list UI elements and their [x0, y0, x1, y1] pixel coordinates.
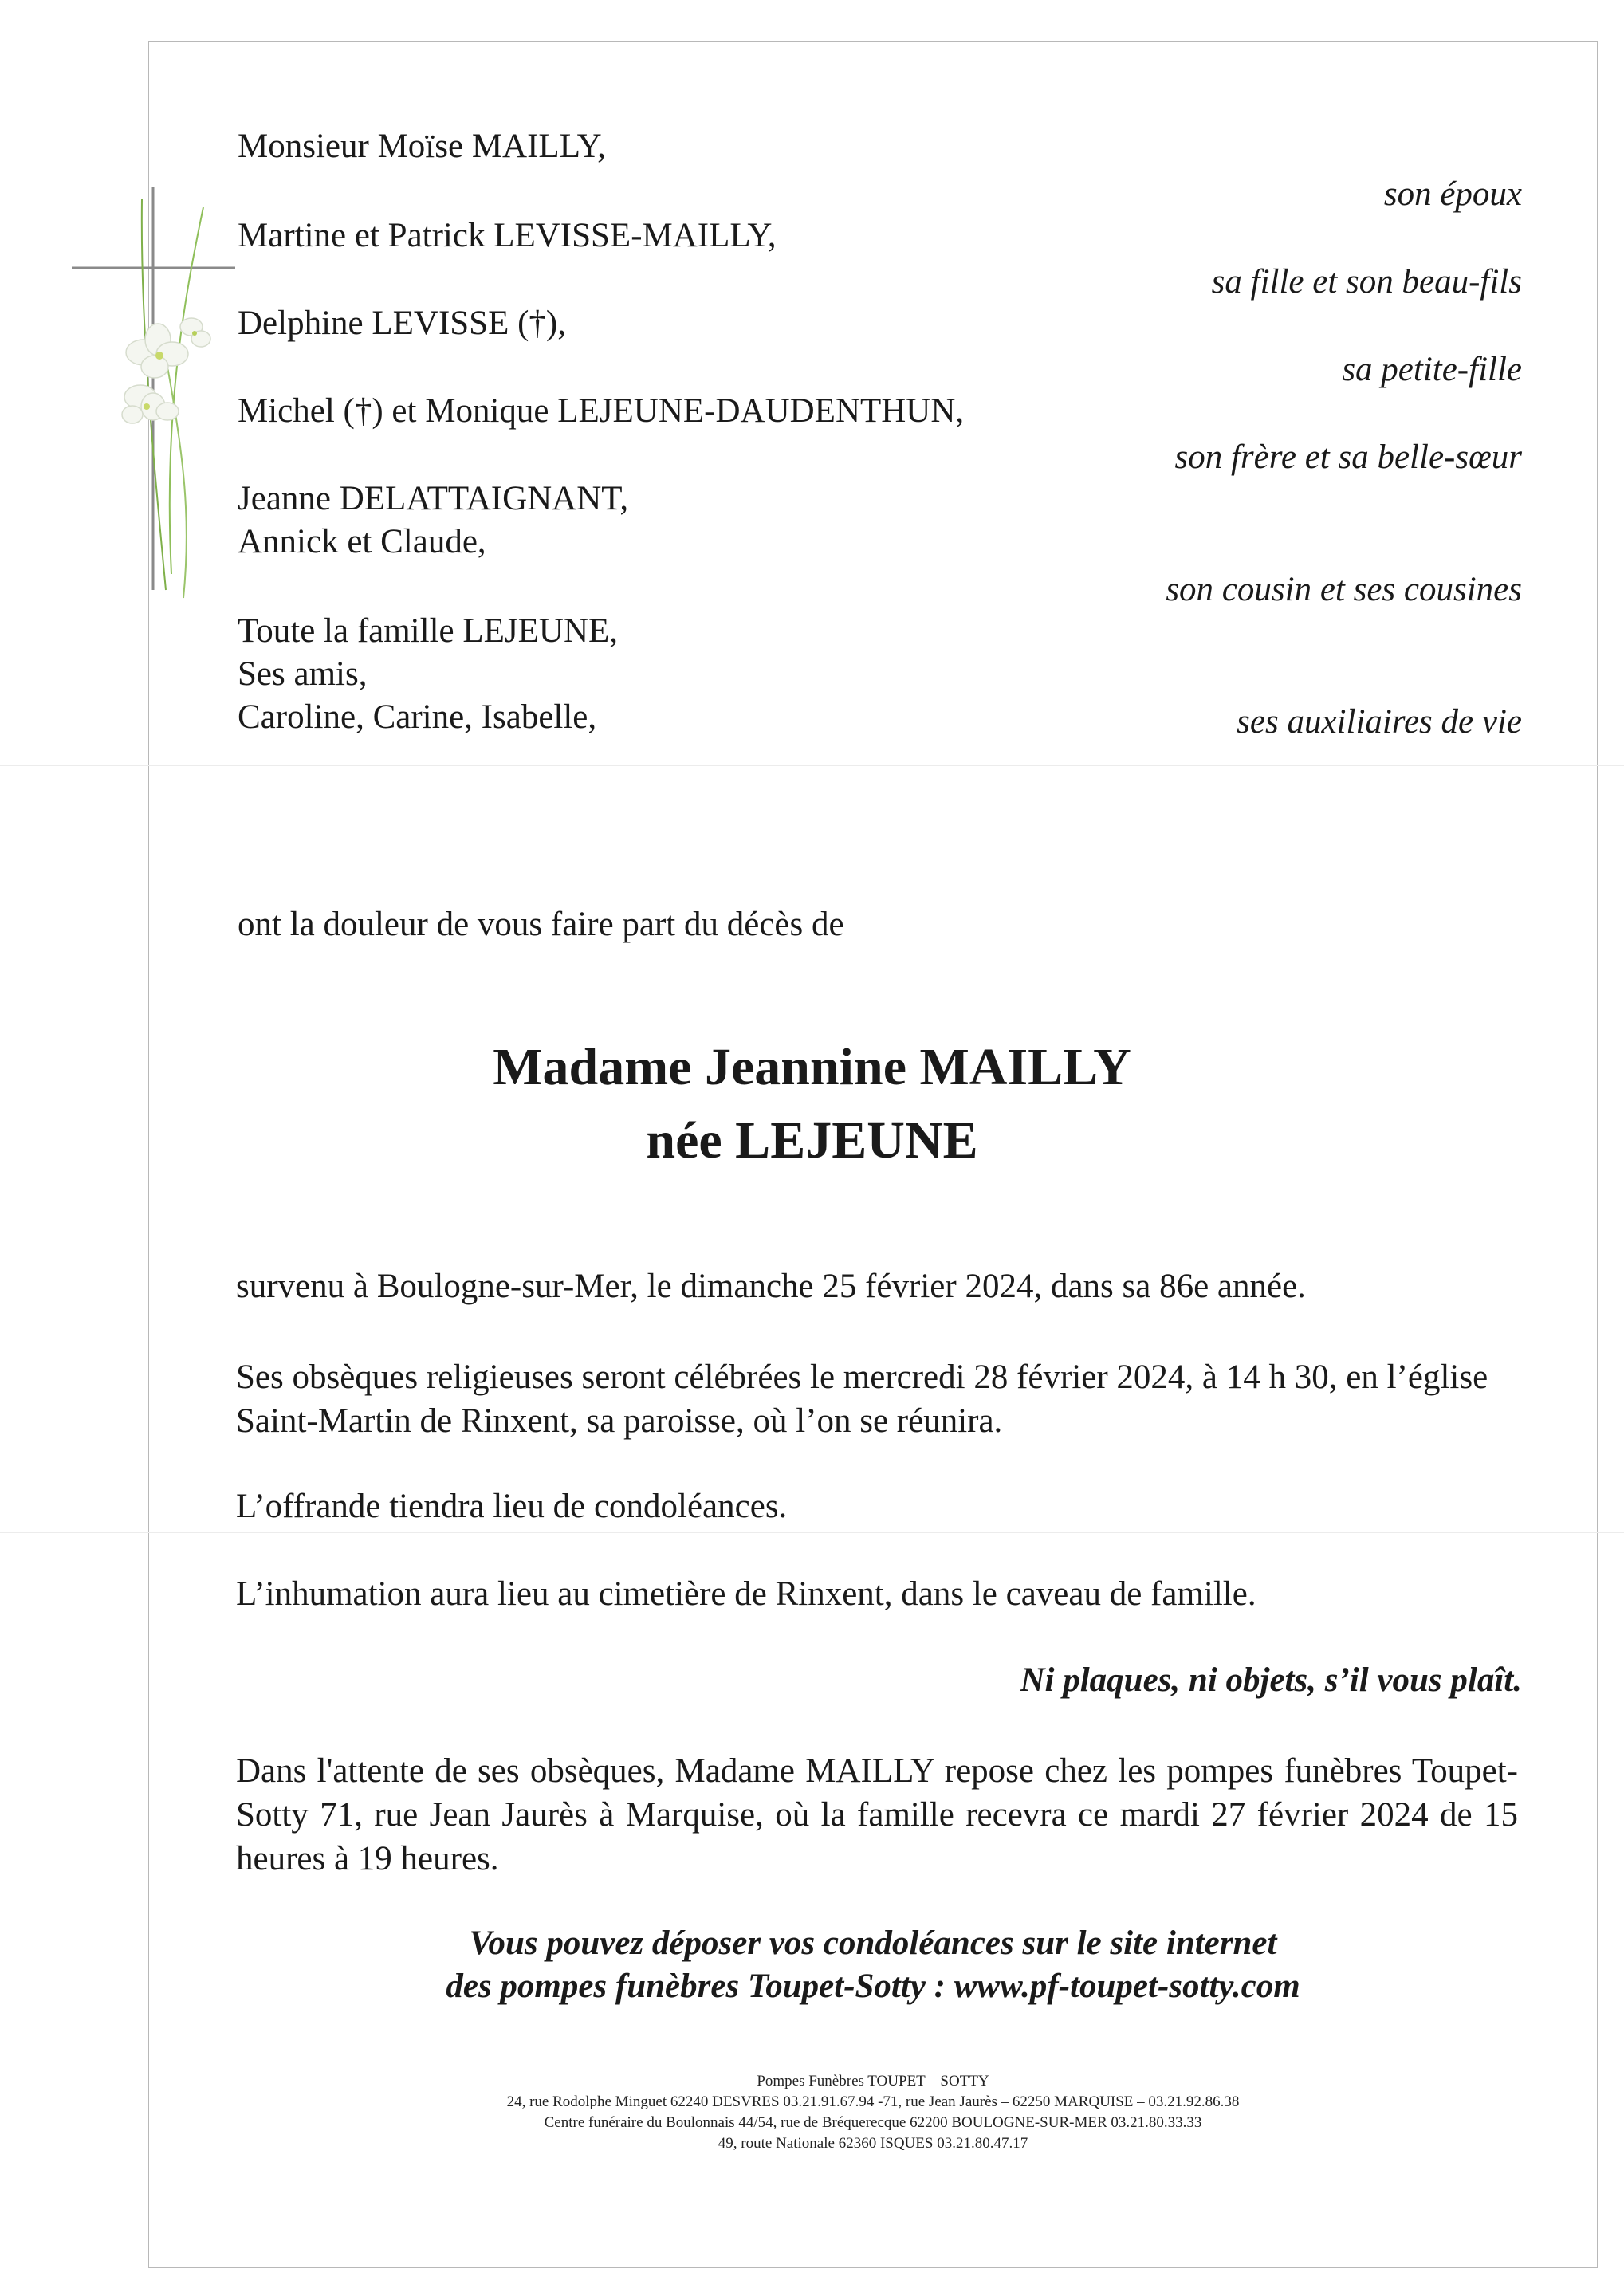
family-relation-6: ses auxiliaires de vie: [1237, 703, 1522, 741]
deceased-maiden-name: née LEJEUNE: [646, 1111, 978, 1170]
family-name-6b: Ses amis,: [238, 655, 368, 693]
family-relation-5: son cousin et ses cousines: [1166, 571, 1522, 608]
family-name-3: Delphine LEVISSE (†),: [238, 305, 567, 342]
footer-address-2: Centre funéraire du Boulonnais 44/54, rue de Bréquerecque 62200 BOULOGNE-SUR-MER 03.21.80.33.33: [544, 2114, 1202, 2131]
family-relation-4: son frère et sa belle-sœur: [1174, 438, 1522, 476]
fold-line-bottom: [0, 1532, 1624, 1533]
burial-paragraph: L’inhumation aura lieu au cimetière de Rinxent, dans le caveau de famille.: [236, 1575, 1256, 1613]
family-name-1: Monsieur Moïse MAILLY,: [238, 128, 606, 165]
family-name-4: Michel (†) et Monique LEJEUNE-DAUDENTHUN,: [238, 392, 965, 430]
family-relation-2: sa fille et son beau-fils: [1211, 263, 1522, 301]
family-relation-3: sa petite-fille: [1342, 351, 1522, 388]
family-name-2: Martine et Patrick LEVISSE-MAILLY,: [238, 217, 777, 254]
family-relation-1: son époux: [1383, 175, 1522, 213]
no-flowers-note: Ni plaques, ni objets, s’il vous plaît.: [1020, 1661, 1522, 1699]
viewing-paragraph: Dans l'attente de ses obsèques, Madame MAILLY repose chez les pompes funèbres Toupet-Sotty 71, rue Jean Jaurès à Marquise, où la famille recevra ce mardi 27 février 2024 de 15 heures à 19 heures.: [236, 1752, 1518, 1877]
family-name-6c: Caroline, Carine, Isabelle,: [238, 698, 597, 736]
announcement-text: ont la douleur de vous faire part du décès de: [238, 906, 844, 943]
footer-address-3: 49, route Nationale 62360 ISQUES 03.21.80.47.17: [718, 2135, 1028, 2152]
footer-company: Pompes Funèbres TOUPET – SOTTY: [757, 2073, 989, 2090]
cross-orchid-icon: [64, 175, 247, 606]
death-paragraph: survenu à Boulogne-sur-Mer, le dimanche 25 février 2024, dans sa 86e année.: [236, 1268, 1306, 1305]
footer-address-1: 24, rue Rodolphe Minguet 62240 DESVRES 03.21.91.67.94 -71, rue Jean Jaurès – 62250 MARQUISE – 03.21.92.86.38: [506, 2094, 1240, 2110]
offering-paragraph: L’offrande tiendra lieu de condoléances.: [236, 1488, 788, 1525]
fold-line-top: [0, 765, 1624, 766]
family-name-5b: Annick et Claude,: [238, 523, 486, 560]
condolences-line-2: des pompes funèbres Toupet-Sotty : www.pf-toupet-sotty.com: [446, 1968, 1300, 2005]
family-name-5a: Jeanne DELATTAIGNANT,: [238, 480, 629, 517]
funeral-paragraph: Ses obsèques religieuses seront célébrées le mercredi 28 février 2024, à 14 h 30, en l’église Saint-Martin de Rinxent, sa paroisse, où l’on se réunira.: [236, 1358, 1488, 1440]
deceased-name: Madame Jeannine MAILLY: [493, 1038, 1131, 1096]
condolences-line-1: Vous pouvez déposer vos condoléances sur le site internet: [469, 1924, 1277, 1962]
family-name-6a: Toute la famille LEJEUNE,: [238, 612, 619, 650]
